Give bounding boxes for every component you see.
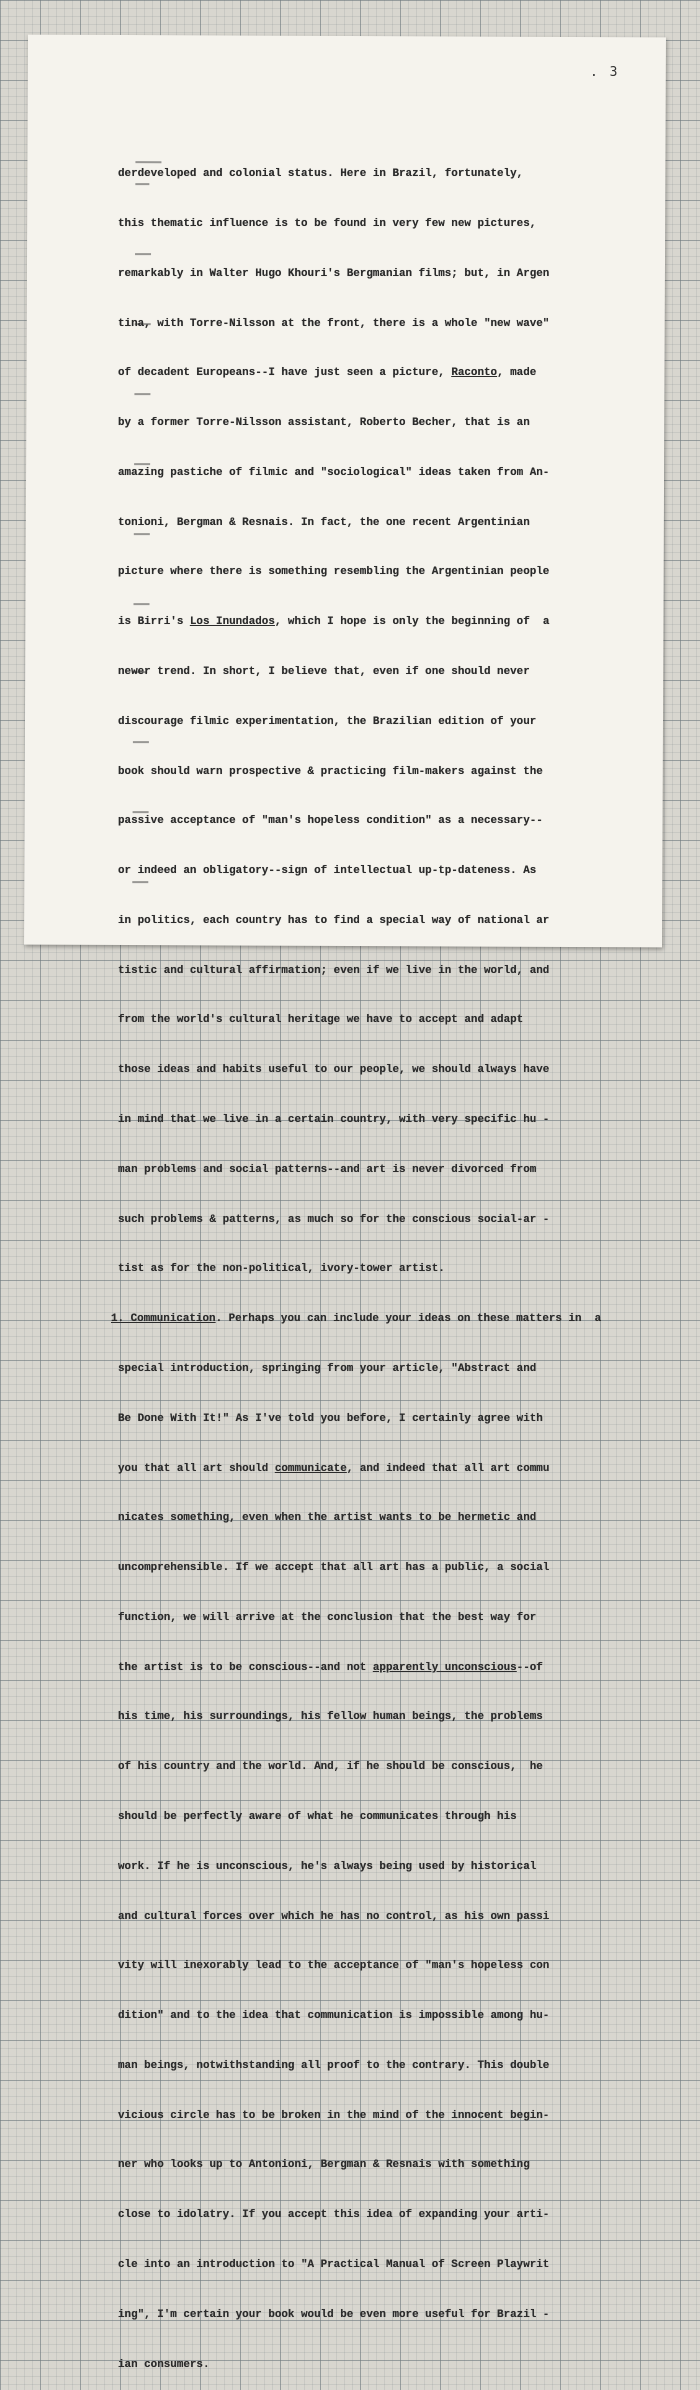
text-line: ing", I'm certain your book would be even more useful for Brazil -	[118, 2308, 550, 2321]
text-line: newer trend. In short, I believe that, even if one should never	[118, 666, 530, 678]
text-line: and cultural forces over which he has no control, as his own passi	[118, 1910, 550, 1923]
text-line: tina, with Torre-Nilsson at the front, there is a whole "new wave"	[118, 317, 550, 330]
text-line: such problems & patterns, as much so for the conscious social-ar -	[118, 1213, 550, 1226]
underlined-text: apparently unconscious	[372, 1661, 517, 1674]
text-line: close to idolatry. If you accept this idea of expanding your arti-	[118, 2209, 550, 2222]
text-line: the artist is to be conscious--and not apparently unconscious--of	[118, 1661, 543, 1674]
text-line: dition" and to the idea that communication is impossible among hu-	[118, 2010, 550, 2023]
text-line: by a former Torre-Nilsson assistant, Roberto Becher, that is an	[118, 417, 530, 430]
text-line: of decadent Europeans--I have just seen a picture, Raconto, made	[118, 367, 537, 380]
text-line: derdeveloped and colonial status. Here in Brazil, fortunately,	[118, 168, 524, 181]
text-line: in politics, each country has to find a special way of national ar	[118, 914, 550, 927]
text-line: you that all art should communicate, and indeed that all art commu	[118, 1462, 550, 1475]
text-line: function, we will arrive at the conclusion that the best way for	[118, 1611, 537, 1624]
underlined-text: 1. Communication	[111, 1313, 216, 1326]
text-line: tistic and cultural affirmation; even if we live in the world, and	[118, 964, 550, 977]
text-line: tonioni, Bergman & Resnais. In fact, the one recent Argentinian	[118, 516, 530, 529]
text-line: those ideas and habits useful to our people, we should always have	[118, 1064, 550, 1077]
text-line: amazing pastiche of filmic and "sociological" ideas taken from An-	[118, 466, 550, 479]
text-line: special introduction, springing from your article, "Abstract and	[118, 1362, 537, 1375]
text-line: vicious circle has to be broken in the mind of the innocent begin-	[118, 2109, 550, 2122]
section-heading-line: 1. Communication. Perhaps you can include your ideas on these matters in a	[111, 1313, 602, 1326]
underlined-text: Raconto	[451, 367, 498, 380]
text-line: tist as for the non-political, ivory-tower artist.	[118, 1263, 445, 1276]
underlined-text: Los Inundados	[189, 616, 275, 629]
text-line: or indeed an obligatory--sign of intellectual up-tp-dateness. As	[118, 865, 537, 878]
text-line: uncomprehensible. If we accept that all art has a public, a social	[118, 1562, 550, 1575]
text-line: vity will inexorably lead to the acceptance of "man's hopeless con	[118, 1960, 550, 1973]
text-line: ian consumers.	[118, 2358, 210, 2371]
text-line: work. If he is unconscious, he's always being used by historical	[118, 1860, 537, 1873]
text-line: in mind that we live in a certain country, with very specific hu -	[118, 1114, 550, 1127]
letter-body	[111, 133, 638, 2390]
text-line: nicates something, even when the artist wants to be hermetic and	[118, 1512, 537, 1525]
text-line: is Birri's Los Inundados, which I hope is only the beginning of a	[118, 616, 550, 629]
text-line: of his country and the world. And, if he should be conscious, he	[118, 1761, 543, 1774]
page-number: . 3	[590, 65, 620, 80]
text-line: man problems and social patterns--and art is never divorced from	[118, 1163, 537, 1176]
text-line: Be Done With It!" As I've told you before, I certainly agree with	[118, 1412, 543, 1425]
text-line: from the world's cultural heritage we have to accept and adapt	[118, 1014, 524, 1027]
text-line: remarkably in Walter Hugo Khouri's Bergmanian films; but, in Argen	[118, 267, 550, 280]
text-line: ner who looks up to Antonioni, Bergman & Resnais with something	[118, 2159, 530, 2172]
text-line: his time, his surroundings, his fellow human beings, the problems	[118, 1711, 543, 1724]
text-line: passive acceptance of "man's hopeless condition" as a necessary--	[118, 815, 543, 828]
text-line: picture where there is something resembling the Argentinian people	[118, 566, 550, 579]
text-line: discourage filmic experimentation, the Brazilian edition of your	[118, 715, 537, 728]
underlined-text: communicate	[274, 1462, 347, 1475]
text-line: book should warn prospective & practicing film-makers against the	[118, 765, 543, 778]
text-line: should be perfectly aware of what he communicates through his	[118, 1810, 517, 1823]
text-line: this thematic influence is to be found in very few new pictures,	[118, 217, 537, 230]
text-line: cle into an introduction to "A Practical Manual of Screen Playwrit	[118, 2259, 550, 2271]
text-line: man beings, notwithstanding all proof to the contrary. This double	[118, 2059, 550, 2072]
